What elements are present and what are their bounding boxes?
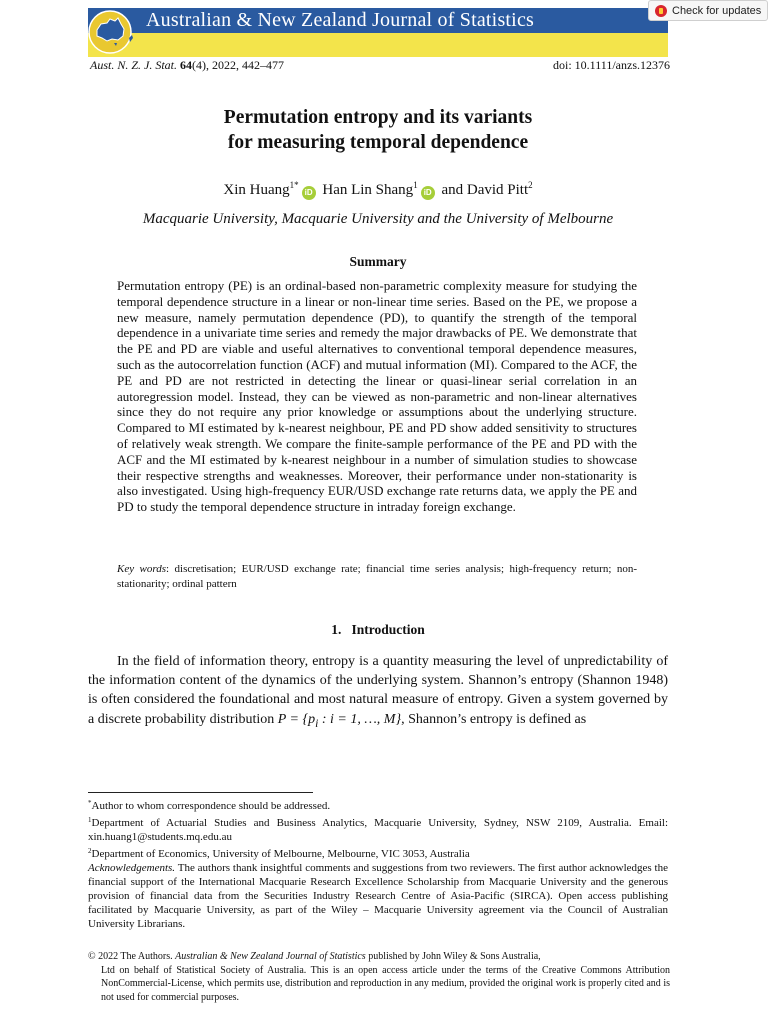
copyright-publisher: published by John Wiley & Sons Australia, [365,951,541,962]
copyright-journal: Australian & New Zealand Journal of Statistics [175,951,366,962]
footnote-1: $^1$Department of Actuarial Studies and Business Analytics, Macquarie University, Sydney, NSW 2109, Australia. Email: xin.huang1@students.mq.edu.au [88,816,668,843]
author-name[interactable]: Han Lin Shang [322,182,414,198]
acknowledgements-label: Acknowledgements. [88,862,176,874]
check-for-updates-label: Check for updates [672,4,762,17]
abstract-text: Permutation entropy (PE) is an ordinal-based non-parametric complexity measure for studying the temporal dependence structure in a linear or non-linear time series. Based on the PE, we propose a new measure, namely permutation dependence (PD), to quantify the strength of the temporal dependence in a univariate time series and remedy the major drawbacks of PE. We demonstrate that the PE and PD are viable and useful alternatives to conventional temporal dependence measures, such as the autocorrelation function (ACF) and mutual information (MI). Compared to the ACF, the PE and PD are not restricted in detecting the linear or quasi-linear serial correlation in an autoregression model. Instead, they can be viewed as non-parametric and non-linear alternatives since they do not require any prior knowledge or assumptions about the underlying structure. Compared to MI estimated by k-nearest neighbour, PE and PD show added sensitivity to structures of relatively weak strength. We compare the finite-sample performance of the PE and PD with the ACF and the MI estimated by k-nearest neighbour in a number of simulation studies to showcase their respective strengths and weaknesses. Moreover, their performance under non-stationarity is also investigated. Using high-frequency EUR/USD exchange rate returns data, we apply the PE and PD to study the temporal dependence structure in intraday foreign exchange. [117,278,637,515]
orcid-icon[interactable]: iD [302,186,316,200]
author-sup: 2 [528,180,533,190]
footnote-star: *Author to whom correspondence should be addressed. [88,799,331,812]
acknowledgements [88,861,668,931]
summary-heading: Summary [349,254,407,269]
acknowledgements-text: The authors thank insightful comments and suggestions from two reviewers. The first author acknowledges the financial support of the International Macquarie Research Excellence Scholarship from Macquarie University and the generous provision of financial data from the Securities Industry Research Centre of Asia-Pacific (SIRCA). Open access publishing facilitated by Macquarie University, as part of the Wiley – Macquarie University agreement via the Council of Australian University Librarians. [88,862,668,930]
crossmark-icon [655,5,667,17]
formula-subscript: i [315,716,319,730]
footnote-rule [88,792,313,793]
copyright-license: Ltd on behalf of Statistical Society of Australia. This is an open access article under the terms of the Creative Commons Attribution NonCommercial-License, which permits use, distribution and reproduction in any medium, provided the original work is properly cited and is not used for commercial purposes. [101,964,670,1003]
section-heading-introduction: 1. Introduction [331,622,425,637]
doi[interactable]: doi: 10.1111/anzs.12376 [553,58,670,72]
journal-name: Australian & New Zealand Journal of Statistics [146,9,534,31]
formula-part: : i = 1, …, M} [318,711,402,727]
check-for-updates-button[interactable] [648,0,768,21]
keywords: Key words: discretisation; EUR/USD exchange rate; financial time series analysis; high-frequency return; non-stationarity; ordinal pattern [117,563,637,590]
title-line-2: for measuring temporal dependence [227,132,529,153]
journal-abbrev: Aust. N. Z. J. Stat. [90,58,178,72]
footnotes [88,796,668,931]
copyright-prefix: © 2022 The Authors. [88,951,176,962]
journal-logo-icon [88,8,140,57]
issue-pages: (4), 2022, 442–477 [192,58,285,72]
formula-part: P = {p [277,711,316,727]
intro-text: In the field of information theory, entropy is a quantity measuring the level of unpredictability of the information content of the dynamics of the underlying system. Shannon’s entropy (Shannon 1948) is often considered the foundational and most natural measure of entropy. Given a system governed by a discrete probability distribution [88,654,668,727]
affiliations: Macquarie University, Macquarie University and the University of Melbourne [142,211,614,227]
author-list [88,180,668,200]
formula [277,711,402,730]
keywords-list: discretisation; EUR/USD exchange rate; financial time series analysis; high-frequency return; non-stationarity; ordinal pattern [117,563,637,590]
copyright-notice [88,950,670,1004]
footnote-2: $^2$Department of Economics, University of Melbourne, Melbourne, VIC 3053, Australia [88,847,470,860]
author-sup: 1* [289,180,299,190]
footnote-text: Department of Economics, University of Melbourne, Melbourne, VIC 3053, Australia [91,848,470,860]
copyright-line-1 [88,950,670,964]
volume: 64 [180,58,193,72]
author-name[interactable]: Xin Huang [223,182,290,198]
header-band-yellow [88,33,668,57]
author-name[interactable]: David Pitt [466,182,529,198]
citation [90,58,284,73]
author-sup: 1 [413,180,418,190]
orcid-icon[interactable]: iD [421,186,435,200]
footnote-text: Author to whom correspondence should be addressed. [91,800,331,812]
paper-title [88,105,668,155]
title-line-1: Permutation entropy and its variants [223,107,533,128]
footnote-text: Department of Actuarial Studies and Business Analytics, Macquarie University, Sydney, NSW 2109, Australia. Email: xin.huang1@students.mq.edu.au [88,817,668,843]
intro-paragraph [88,652,668,733]
intro-text-end: , Shannon’s entropy is defined as [401,711,587,727]
author-separator: and [437,182,467,198]
keywords-label: Key words [117,563,167,575]
